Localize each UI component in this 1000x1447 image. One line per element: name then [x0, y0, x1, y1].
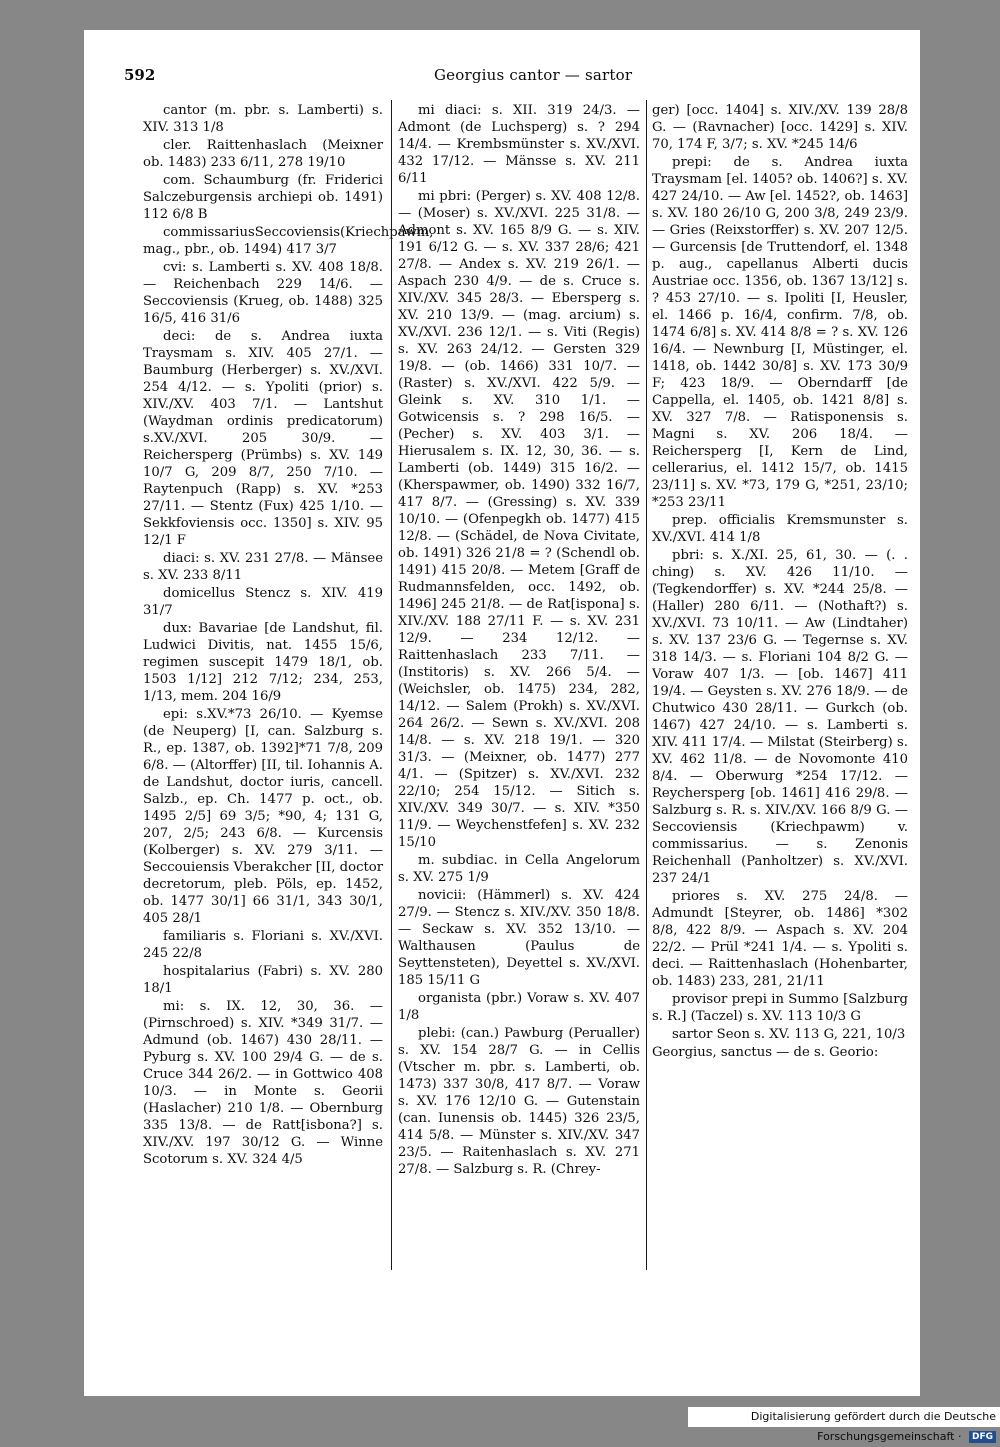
footer-credit [688, 1407, 1000, 1443]
entry-pleb-continued: ger) [occ. 1404] s. XIV./XV. 139 28/8 G. — (Ravnacher) [occ. 1429] s. XIV. 70, 174 F, 3/7; s. XV. *245 14/6 [652, 103, 908, 152]
column-1 [143, 102, 434, 1169]
entry-m-pbr: mi pbri: (Perger) s. XV. 408 12/8. — (Moser) s. XV./XVI. 225 31/8. — Admont s. XV. 165 8/9 G. — s. XIV. 191 6/12 G. — s. XV. 337 28/6; 421 27/8. — Andex s. XV. 219 26/1. — Aspach 230 4/9. — de s. Cruce s. XIV./XV. 345 28/3. — Ebersperg s. XV. 210 13/9. — (mag. arcium) s. XV./XVI. 236 12/1. — s. Viti (Regis) s. XV. 263 24/12. — Gersten 329 19/8. — (ob. 1466) 331 10/7. — (Raster) s. XV./XVI. 422 5/9. — Gleink s. XV. 310 1/1. — Gotwicensis s. ? 298 16/5. — (Pecher) s. XV. 403 3/1. — Hierusalem s. IX. 12, 30, 36. — s. Lamberti (ob. 1449) 315 16/2. — (Kherspawmer, ob. 1490) 332 16/7, 417 8/7. — (Gressing) s. XV. 339 10/10. — (Ofenpegkh ob. 1477) 415 12/8. — (Schädel, de Nova Civitate, ob. 1491) 326 21/8 = ? (Schendl ob. 1491) 415 20/8. — Metem [Graff de Rudmannsfelden, occ. 1492, ob. 1496] 245 21/8. — de Rat[ispona] s. XIV./XV. 188 27/11 F. — s. XV. 231 12/9. — 234 12/12. — Raittenhaslach 233 7/11. — (Institoris) s. XV. 266 5/4. — (Weichsler, ob. 1475) 234, 282, 14/12. — Salem (Prokh) s. XV./XVI. 264 26/2. — Sewn s. XV./XVI. 208 14/8. — s. XV. 218 19/1. — 320 31/3. — (Meixner, ob. 1477) 277 4/1. — (Spitzer) s. XV./XVI. 232 22/10; 254 15/12. — Sitich s. XIV./XV. 349 30/7. — s. XIV. *350 11/9. — Weychenstfefen] s. XV. 232 15/10 [398, 189, 640, 850]
entry-pleb: plebi: (can.) Pawburg (Perualler) s. XV. 154 28/7 G. — in Cellis (Vtscher m. pbr. s. Lamberti, ob. 1473) 337 30/8, 417 8/7. — Voraw s. XV. 176 12/10 G. — Gutenstain (can. Iunensis ob. 1445) 326 23/5, 414 5/8. — Münster s. XIV./XV. 347 23/5. — Raitenhaslach s. XV. 271 27/8. — Salzburg s. R. (Chrey- [398, 1026, 640, 1177]
entry-hospitalarius: hospitalarius (Fabri) s. XV. 280 18/1 [143, 964, 383, 996]
entry-m-diac: mi diaci: s. XII. 319 24/3. — Admont (de Luchsperg) s. ? 294 14/4. — Krembsmünster s. XV./XVI. 432 17/12. — Mänsse s. XV. 211 6/11 [398, 103, 640, 186]
column-divider-1 [391, 100, 392, 1270]
entry-dec: deci: de s. Andrea iuxta Traysmam s. XIV. 405 27/1. — Baumburg (Herberger) s. XV./XVI. 254 4/12. — s. Ypoliti (prior) s. XIV./XV. 403 7/1. — Lantshut (Waydman ordinis predicatorum) s.XV./XVI. 205 30/9. — Reichersperg (Prümbs) s. XV. 149 10/7 G, 209 8/7, 250 7/10. — Raytenpuch (Rapp) s. XV. *253 27/11. — Stentz (Fux) 425 1/10. — Sekkfoviensis occ. 1350] s. XIV. 95 12/1 F [143, 329, 383, 548]
column-3 [652, 102, 908, 1062]
entry-familiaris: familiaris s. Floriani s. XV./XVI. 245 22/8 [143, 929, 383, 961]
entry-prep: prepi: de s. Andrea iuxta Traysmam [el. 1405? ob. 1406?] s. XV. 427 24/10. — Aw [el. 1452?, ob. 1463] s. XV. 180 26/10 G, 200 3/8, 249 23/9. — Gries (Reixstorffer) s. XV. 207 12/5. — Gurcensis [de Truttendorf, el. 1348 p. aug., capellanus Alberti ducis Austriae occ. 1356, ob. 1367 13/12] s. ? 453 27/10. — s. Ipoliti [I, Heusler, el. 1466 p. 16/4, confirm. 7/8, ob. 1474 6/8] s. XV. 414 8/8 = ? s. XV. 126 16/4. — Newnburg [I, Müstinger, el. 1418, ob. 1442 30/8] s. XV. 173 30/9 F; 423 18/9. — Oberndarff [de Cappella, el. 1405, ob. 1421 8/8] s. XV. 327 7/8. — Ratisponensis s. Magni s. XV. 206 18/4. — Reichersperg [I, Kern de Lind, cellerarius, el. 1412 15/7, ob. 1415 23/11] s. XV. *73, 179 G, *251, 23/10; *253 23/11 [652, 155, 908, 510]
column-divider-2 [646, 100, 647, 1270]
page-header [124, 66, 924, 88]
entry-pbr: pbri: s. X./XI. 25, 61, 30. — (. . ching) s. XV. 426 11/10. — (Tegkendorffer) s. XV. *244 25/8. — (Haller) 280 6/11. — (Nothaft?) s. XV./XVI. 73 10/11. — Aw (Lindtaher) s. XV. 137 23/6 G. — Tegernse s. XV. 318 14/3. — s. Floriani 104 8/2 G. — Voraw 407 1/3. — [ob. 1467] 411 19/4. — Geysten s. XV. 276 18/9. — de Chutwico 430 28/11. — Gurkch (ob. 1467) 427 24/10. — s. Lamberti s. XIV. 411 17/4. — Milstat (Steirberg) s. XV. 462 11/8. — de Novomonte 410 8/4. — Oberwurg *254 17/12. — Reychersperg [ob. 1461] 416 29/8. — Salzburg s. R. s. XIV./XV. 166 8/9 G. — Seccoviensis (Kriechpawm) v. commissarius. — s. Zenonis Reichenhall (Panholtzer) s. XV./XVI. 237 24/1 [652, 548, 908, 886]
entry-cler: cler. Raittenhaslach (Meixner ob. 1483) 233 6/11, 278 19/10 [143, 138, 383, 170]
column-2 [398, 102, 640, 1179]
entry-organista: organista (pbr.) Voraw s. XV. 407 1/8 [398, 991, 640, 1023]
entry-commissarius: commissariusSeccoviensis(Kriechpawm, mag., pbr., ob. 1494) 417 3/7 [143, 225, 434, 257]
entry-georgius-sanctus: Georgius, sanctus — de s. Georio: [652, 1045, 879, 1060]
running-title: Georgius cantor — sartor [434, 66, 633, 84]
entry-cv: cvi: s. Lamberti s. XV. 408 18/8. — Reichenbach 229 14/6. — Seccoviensis (Krueg, ob. 1488) 325 16/5, 416 31/6 [143, 260, 383, 326]
entry-domicellus: domicellus Stencz s. XIV. 419 31/7 [143, 586, 383, 618]
entry-com: com. Schaumburg (fr. Friderici Salczeburgensis archiepi ob. 1491) 112 6/8 B [143, 173, 383, 222]
entry-provisor: provisor prepi in Summo [Salzburg s. R.] (Taczel) s. XV. 113 10/3 G [652, 992, 908, 1024]
entry-sartor: sartor Seon s. XV. 113 G, 221, 10/3 [672, 1027, 906, 1042]
footer-text: Digitalisierung gefördert durch die Deutsche Forschungsgemeinschaft · [750, 1410, 996, 1443]
entry-ep: epi: s.XV.*73 26/10. — Kyemse (de Neuperg) [I, can. Salzburg s. R., ep. 1387, ob. 1392]*71 7/8, 209 6/8. — (Altorffer) [II, til. Iohannis A. de Landshut, doctor iuris, cancell. Salzb., ep. Ch. 1477 p. oct., ob. 1495 2/5] 69 3/5; *90, 4; 131 G, 207, 2/5; 243 6/8. — Kurcensis (Kolberger) s. XV. 279 3/11. — Seccouiensis Vberakcher [II, doctor decretorum, pleb. Pöls, ep. 1452, ob. 1477 30/1] 66 31/1, 343 30/1, 405 28/1 [143, 707, 383, 926]
entry-priores: priores s. XV. 275 24/8. — Admundt [Steyrer, ob. 1486] *302 8/8, 422 8/9. — Aspach s. XV. 204 22/2. — Prül *241 1/4. — s. Ypoliti s. deci. — Raittenhaslach (Hohenbarter, ob. 1483) 233, 281, 21/11 [652, 889, 908, 989]
entry-prep-officialis: prep. officialis Kremsmunster s. XV./XVI. 414 1/8 [652, 513, 908, 545]
page-number: 592 [124, 66, 156, 84]
entry-novicii: novicii: (Hämmerl) s. XV. 424 27/9. — Stencz s. XIV./XV. 350 18/8. — Seckaw s. XV. 352 13/10. — Walthausen (Paulus de Seyttensteten), Deyettel s. XV./XVI. 185 15/11 G [398, 888, 640, 988]
entry-cantor: cantor (m. pbr. s. Lamberti) s. XIV. 313 1/8 [143, 103, 383, 135]
entry-m-subdiac: m. subdiac. in Cella Angelorum s. XV. 275 1/9 [398, 853, 640, 885]
entry-m: mi: s. IX. 12, 30, 36. — (Pirnschroed) s. XIV. *349 31/7. — Admund (ob. 1467) 430 28/11. — Pyburg s. XV. 100 29/4 G. — de s. Cruce 344 26/2. — in Gottwico 408 10/3. — in Monte s. Georii (Haslacher) 210 1/8. — Obernburg 335 13/8. — de Ratt[isbona?] s. XIV./XV. 197 30/12 G. — Winne Scotorum s. XV. 324 4/5 [143, 999, 383, 1167]
dfg-logo-icon: DFG [969, 1431, 996, 1443]
entry-dux: dux: Bavariae [de Landshut, fil. Ludwici Divitis, nat. 1455 15/6, regimen suscepit 1479 18/1, ob. 1503 1/12] 212 7/12; 234, 253, 1/13, mem. 204 16/9 [143, 621, 383, 704]
entry-diac: diaci: s. XV. 231 27/8. — Mänsee s. XV. 233 8/11 [143, 551, 383, 583]
